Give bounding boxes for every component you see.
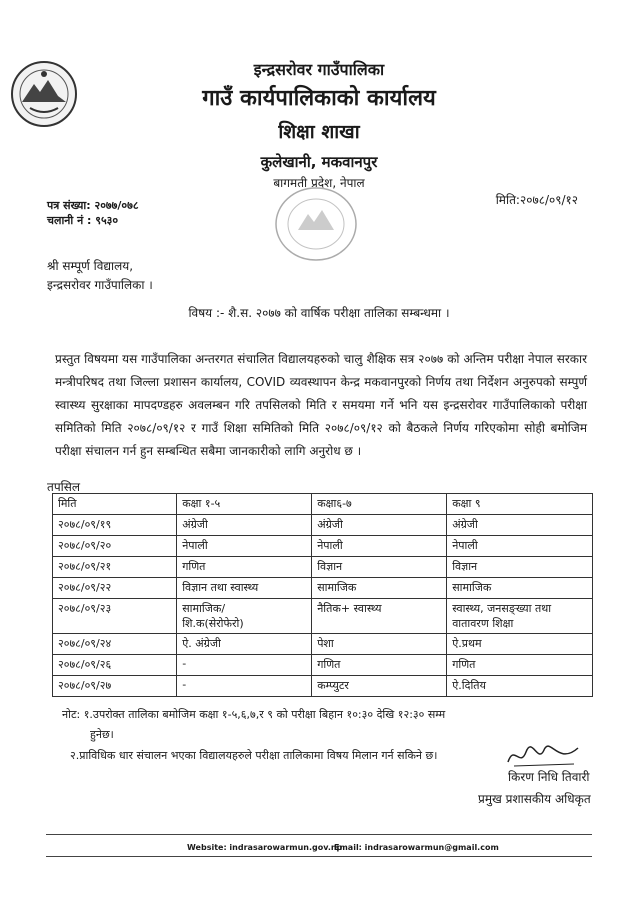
cell-subject: नेपाली: [447, 536, 593, 557]
section-name: शिक्षा शाखा: [278, 121, 360, 143]
signatory-name: किरण निधि तिवारी: [508, 770, 590, 784]
schedule-heading: तपसिल: [47, 480, 81, 494]
cell-subject: विज्ञान तथा स्वास्थ्य: [177, 578, 312, 599]
letter-body: प्रस्तुत विषयमा यस गाउँपालिका अन्तरगत संचालित विद्यालयहरुको चालु शैक्षिक सत्र २०७७ को अन्तिम परीक्षा नेपाल सरकार मन्त्रीपरिषद तथा जिल्ला प्रशासन कार्यालय, COVID व्यवस्थापन केन्द्र मकवानपुरको निर्णय तथा निर्देशन अनुरुपको सम्पुर्ण स्वास्थ्य सुरक्षाका मापदण्डहरु अवलम्बन गरि तपसिलको मिति र समयमा गर्ने भनि यस इन्द्रसरोवर गाउँपालिकाको परीक्षा समितिको मिति २०७८/०९/१२ र गाउँ शिक्षा समितिको मिति २०७८/०९/१२ को बैठकले निर्णय गरिएकोमा सोही बमोजिम परीक्षा संचालन गर्न हुन सम्बन्धित सबैमा जानकारीको लागि अनुरोध छ ।: [55, 352, 587, 458]
cell-subject: ऐ. अंग्रेजी: [177, 634, 312, 655]
table-row: [53, 676, 593, 697]
cell-date: २०७८/०९/२७: [53, 676, 177, 697]
location: कुलेखानी, मकवानपुर: [260, 153, 378, 171]
cell-subject: स्वास्थ्य, जनसङ्ख्या तथा वातावरण शिक्षा: [447, 599, 593, 634]
cell-subject: कम्प्युटर: [312, 676, 447, 697]
exam-schedule-table: [52, 493, 593, 697]
cell-date: २०७८/०९/२२: [53, 578, 177, 599]
cell-subject: विज्ञान: [312, 557, 447, 578]
cell-date: २०७८/०९/२०: [53, 536, 177, 557]
cell-subject: नेपाली: [177, 536, 312, 557]
table-row: [53, 599, 593, 634]
cell-subject: सामाजिक: [447, 578, 593, 599]
cell-subject: सामाजिक: [312, 578, 447, 599]
municipality-name: इन्द्रसरोवर गाउँपालिका: [253, 60, 385, 79]
header-grade-1-5: कक्षा १-५: [177, 494, 312, 515]
footer-email: Email: indrasarowarmun@gmail.com: [334, 843, 499, 852]
header-grade-9: कक्षा ९: [447, 494, 593, 515]
note-2: २.प्राविधिक धार संचालन भएका विद्यालयहरुले परीक्षा तालिकामा विषय मिलान गर्न सकिने छ।: [70, 749, 438, 762]
province: बागमती प्रदेश, नेपाल: [273, 176, 365, 190]
cell-date: २०७८/०९/२१: [53, 557, 177, 578]
cell-subject: अंग्रेजी: [177, 515, 312, 536]
cell-date: २०७८/०९/१९: [53, 515, 177, 536]
cell-subject: पेशा: [312, 634, 447, 655]
table-row: [53, 578, 593, 599]
footer-website: Website: indrasarowarmun.gov.np: [187, 843, 343, 852]
dispatch-number: चलानी नं : ९५३०: [47, 214, 119, 227]
cell-subject: गणित: [312, 655, 447, 676]
cell-subject: -: [177, 676, 312, 697]
table-row: [53, 655, 593, 676]
letter-date: मिति:२०७८/०९/१२: [495, 193, 578, 207]
note-1: नोट: १.उपरोक्त तालिका बमोजिम कक्षा १-५,६,७,र ९ को परीक्षा बिहान १०:३० देखि १२:३० सम्म: [62, 708, 446, 721]
cell-subject: सामाजिक/ शि.क(सेरोफेरो): [177, 599, 312, 634]
cell-subject: ऐ.प्रथम: [447, 634, 593, 655]
header-date: मिति: [53, 494, 177, 515]
table-row: [53, 557, 593, 578]
cell-subject: गणित: [447, 655, 593, 676]
office-stamp-icon: [268, 180, 364, 268]
table-row: [53, 515, 593, 536]
cell-date: २०७८/०९/२६: [53, 655, 177, 676]
cell-subject: विज्ञान: [447, 557, 593, 578]
recipient-line-1: श्री सम्पूर्ण विद्यालय,: [47, 259, 134, 273]
office-name: गाउँ कार्यपालिकाको कार्यालय: [202, 86, 436, 111]
footer-rule-top: [46, 834, 592, 835]
recipient-line-2: इन्द्रसरोवर गाउँपालिका ।: [47, 278, 153, 292]
cell-subject: अंग्रेजी: [447, 515, 593, 536]
cell-subject: ऐ.दितिय: [447, 676, 593, 697]
cell-subject: गणित: [177, 557, 312, 578]
cell-subject: नैतिक+ स्वास्थ्य: [312, 599, 447, 634]
table-row: [53, 634, 593, 655]
table-header-row: [53, 494, 593, 515]
cell-date: २०७८/०९/२३: [53, 599, 177, 634]
letter-subject: विषय :- शै.स. २०७७ को वार्षिक परीक्षा तालिका सम्बन्धमा ।: [188, 306, 450, 320]
cell-subject: -: [177, 655, 312, 676]
signatory-title: प्रमुख प्रशासकीय अधिकृत: [478, 792, 591, 806]
footer-rule-bottom: [46, 856, 592, 857]
cell-subject: अंग्रेजी: [312, 515, 447, 536]
reference-number: पत्र संख्या: २०७७/०७८: [47, 199, 139, 212]
cell-date: २०७८/०९/२४: [53, 634, 177, 655]
table-row: [53, 536, 593, 557]
header-grade-6-7: कक्षा६-७: [312, 494, 447, 515]
cell-subject: नेपाली: [312, 536, 447, 557]
note-1-continued: हुनेछ।: [90, 728, 114, 741]
